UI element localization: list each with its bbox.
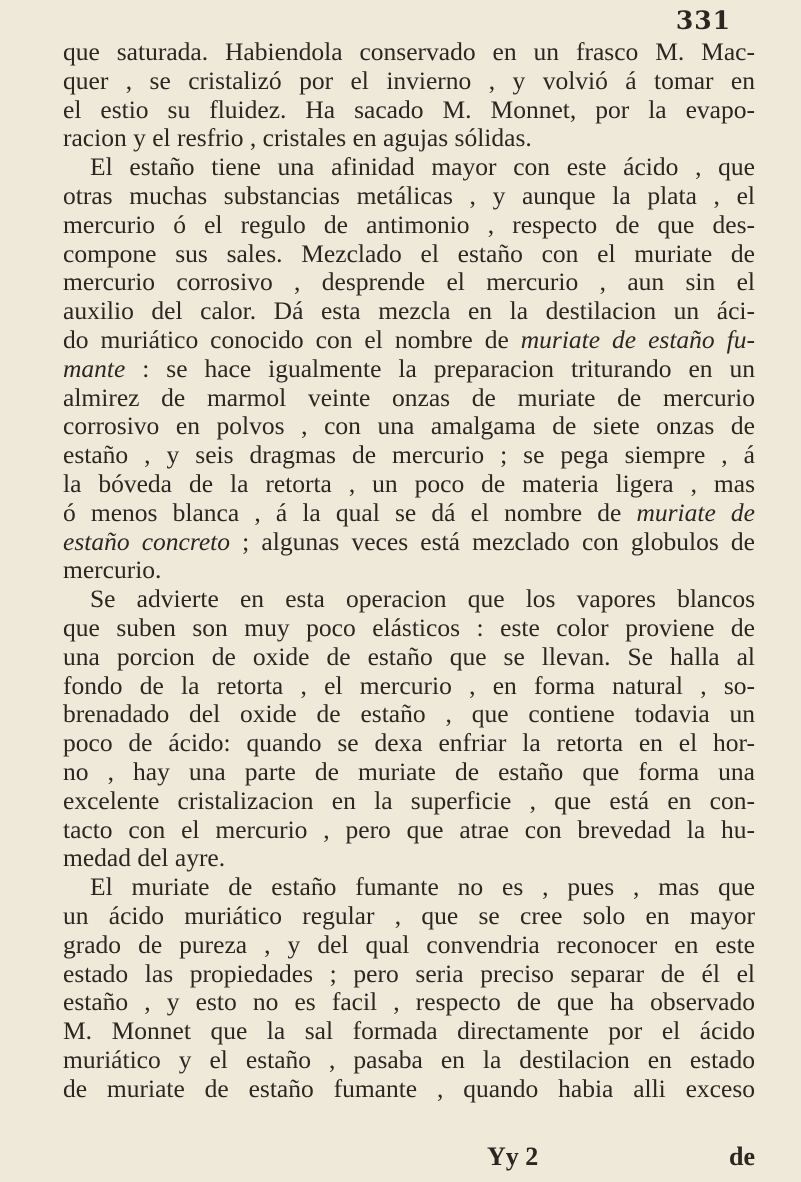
page-number: 331: [675, 6, 731, 35]
text-line: de muriate de estaño fumante , quando habia alli exceso: [63, 1074, 755, 1103]
text-line: muriático y el estaño , pasaba en la destilacion en estado: [63, 1045, 755, 1074]
text-line: que suben son muy poco elásticos : este color proviene de: [63, 613, 755, 642]
text-line: racion y el resfrio , cristales en agujas sólidas.: [63, 124, 532, 153]
text-line: fondo de la retorta , el mercurio , en forma natural , so-: [63, 671, 755, 700]
text-line: corrosivo en polvos , con una amalgama de siete onzas de: [63, 412, 755, 441]
text-line: quer , se cristalizó por el invierno , y volvió á tomar en: [63, 66, 755, 95]
signature-mark: Yy 2: [487, 1142, 539, 1171]
text-line: mante : se hace igualmente la preparacion triturando en un: [63, 354, 755, 383]
text-line: mercurio ó el regulo de antimonio , respecto de que des-: [63, 210, 755, 239]
text-line: mercurio corrosivo , desprende el mercurio , aun sin el: [63, 268, 755, 297]
text-line: Se advierte en esta operacion que los vapores blancos: [90, 585, 755, 614]
text-line: un ácido muriático regular , que se cree solo en mayor: [63, 901, 755, 930]
text-line: que saturada. Habiendola conservado en un frasco M. Mac-: [63, 38, 755, 66]
text-line: brenadado del oxide de estaño , que contiene todavia un: [63, 700, 755, 729]
text-line: El estaño tiene una afinidad mayor con este ácido , que: [90, 153, 755, 182]
text-line: estaño , y esto no es facil , respecto de que ha observado: [63, 988, 755, 1017]
text-line: do muriático conocido con el nombre de muriate de estaño fu-: [63, 325, 755, 354]
catchword: de: [729, 1142, 755, 1171]
text-line: M. Monnet que la sal formada directamente por el ácido: [63, 1017, 755, 1046]
text-line: almirez de marmol veinte onzas de muriate de mercurio: [63, 383, 755, 412]
text-line: estaño concreto ; algunas veces está mezclado con globulos de: [63, 527, 755, 556]
text-line: medad del ayre.: [63, 844, 226, 873]
text-line: compone sus sales. Mezclado el estaño con el muriate de: [63, 239, 755, 268]
text-line: poco de ácido: quando se dexa enfriar la retorta en el hor-: [63, 729, 755, 758]
text-line: mercurio.: [63, 556, 162, 585]
text-line: excelente cristalizacion en la superficie , que está en con-: [63, 786, 755, 815]
text-line: otras muchas substancias metálicas , y aunque la plata , el: [63, 181, 755, 210]
text-line: tacto con el mercurio , pero que atrae con brevedad la hu-: [63, 815, 755, 844]
page-footer: [63, 1142, 755, 1174]
text-line: El muriate de estaño fumante no es , pues , mas que: [90, 873, 755, 902]
text-line: la bóveda de la retorta , un poco de materia ligera , mas: [63, 469, 755, 498]
text-line: ó menos blanca , á la qual se dá el nombre de muriate de: [63, 498, 755, 527]
body-text: [63, 38, 755, 1103]
text-line: auxilio del calor. Dá esta mezcla en la destilacion un áci-: [63, 297, 755, 326]
text-line: estado las propiedades ; pero seria preciso separar de él el: [63, 959, 755, 988]
text-line: una porcion de oxide de estaño que se llevan. Se halla al: [63, 642, 755, 671]
text-line: estaño , y seis dragmas de mercurio ; se pega siempre , á: [63, 441, 755, 470]
text-line: el estio su fluidez. Ha sacado M. Monnet, por la evapo-: [63, 95, 755, 124]
text-line: no , hay una parte de muriate de estaño que forma una: [63, 757, 755, 786]
text-line: grado de pureza , y del qual convendria reconocer en este: [63, 930, 755, 959]
